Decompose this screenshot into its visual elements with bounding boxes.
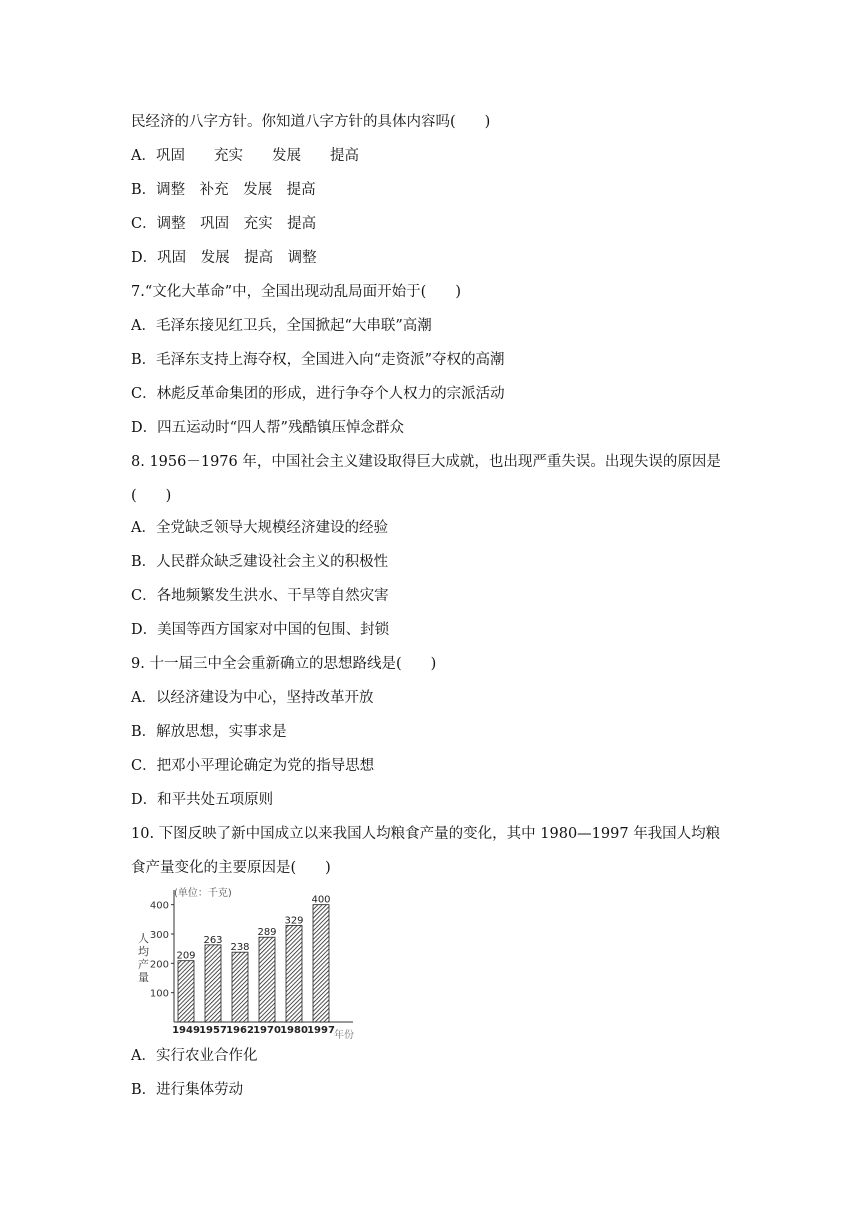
bar-value-label-1962: 238 [230,942,250,954]
grain-per-capita-chart [128,882,368,1042]
y-tick-label-200: 200 [149,959,169,971]
bar-1962 [232,952,248,1022]
question-7-option-c: C．林彪反革命集团的形成，进行争夺个人权力的宗派活动 [131,386,505,402]
bar-value-label-1980: 329 [284,915,304,927]
question-7-option-d: D．四五运动时“四人帮”残酷镇压悼念群众 [131,420,404,436]
question-7-stem: 7.“文化大革命”中，全国出现动乱局面开始于( ) [131,284,461,300]
question-7-option-b: B．毛泽东支持上海夺权，全国进入向“走资派”夺权的高潮 [131,352,505,368]
x-axis-label: 年份 [334,1030,354,1041]
x-tick-label-1957: 1957 [199,1025,227,1036]
bar-chart-svg [128,882,368,1042]
question-10-option-a: A．实行农业合作化 [131,1048,258,1064]
question-9-option-b: B．解放思想，实事求是 [131,724,287,740]
question-9-option-d: D．和平共处五项原则 [131,792,274,808]
question-8-option-c: C．各地频繁发生洪水、干旱等自然灾害 [131,588,389,604]
y-tick-label-300: 300 [149,930,169,941]
question-8-stem-bracket: ( ) [131,488,172,504]
question-8-option-b: B．人民群众缺乏建设社会主义的积极性 [131,554,389,570]
bar-1997 [313,905,329,1022]
x-tick-label-1962: 1962 [226,1025,254,1036]
y-tick-label-100: 100 [149,988,169,1000]
bar-value-label-1957: 263 [203,934,223,946]
bar-value-label-1949: 209 [176,950,196,962]
question-6-option-c: C．调整 巩固 充实 提高 [131,216,317,232]
question-6-stem-tail: 民经济的八字方针。你知道八字方针的具体内容吗( ) [131,114,491,130]
bar-value-label-1997: 400 [311,894,331,906]
question-10-stem: 10. 下图反映了新中国成立以来我国人均粮食产量的变化，其中 1980—1997 年我国人均粮 [131,826,721,842]
bar-1957 [205,945,221,1022]
question-10-option-b: B．进行集体劳动 [131,1082,244,1098]
x-tick-label-1980: 1980 [280,1025,308,1036]
question-10-stem-cont: 食产量变化的主要原因是( ) [131,860,331,876]
question-9-option-a: A．以经济建设为中心，坚持改革开放 [131,690,374,706]
question-9-stem: 9. 十一届三中全会重新确立的思想路线是( ) [131,656,437,672]
y-axis-label: 人均产量 [138,932,149,984]
bar-1949 [178,961,194,1022]
question-9-option-c: C．把邓小平理论确定为党的指导思想 [131,758,375,774]
question-8-option-d: D．美国等西方国家对中国的包围、封锁 [131,622,390,638]
bar-value-label-1970: 289 [257,927,277,939]
question-6-option-b: B．调整 补充 发展 提高 [131,182,316,198]
unit-label: (单位：千克) [174,888,232,899]
question-6-option-d: D．巩固 发展 提高 调整 [131,250,317,266]
x-tick-label-1949: 1949 [172,1025,200,1036]
x-tick-label-1970: 1970 [253,1025,281,1036]
question-7-option-a: A．毛泽东接见红卫兵，全国掀起“大串联”高潮 [131,318,432,334]
y-tick-label-400: 400 [149,900,169,912]
question-8-option-a: A．全党缺乏领导大规模经济建设的经验 [131,520,388,536]
bar-1970 [259,937,275,1022]
question-6-option-a: A．巩固 充实 发展 提高 [131,148,359,164]
bar-1980 [286,925,302,1022]
x-tick-label-1997: 1997 [307,1025,335,1036]
question-8-stem: 8. 1956－1976 年，中国社会主义建设取得巨大成就，也出现严重失误。出现失误的原因是 [131,454,721,470]
